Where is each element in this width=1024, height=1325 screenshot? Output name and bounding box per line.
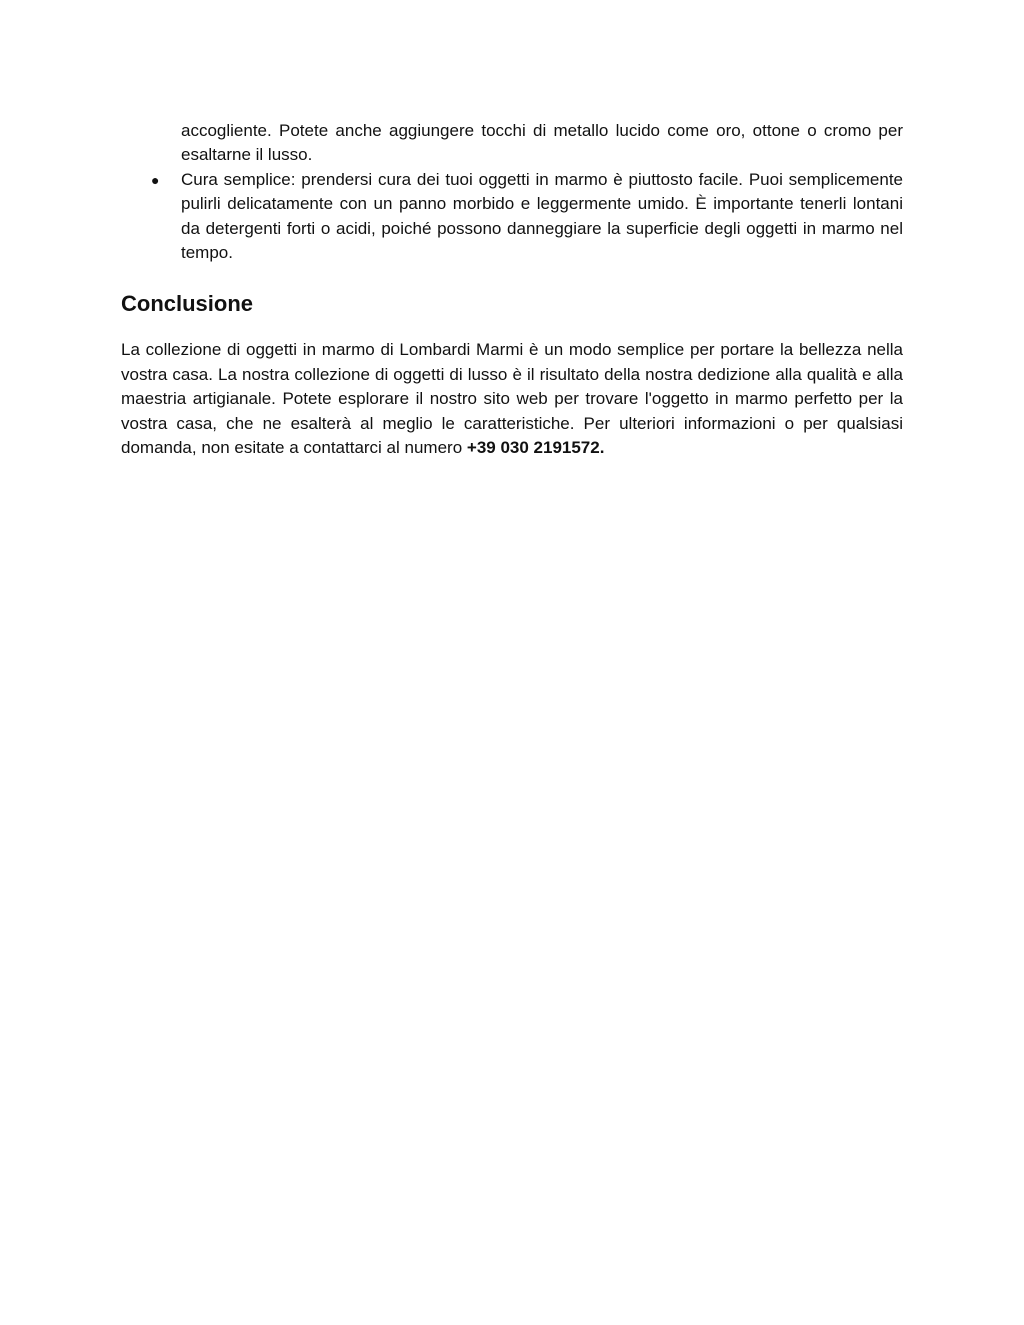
conclusion-paragraph-text: La collezione di oggetti in marmo di Lombardi Marmi è un modo semplice per portare la bellezza nella vostra casa. La nostra collezione di oggetti di lusso è il risultato della nostra dedizione alla qualità e alla maestria artigianale. Potete esplorare il nostro sito web per trovare l'oggetto in marmo perfetto per la vostra casa, che ne esalterà al meglio le caratteristiche. Per ulteriori informazioni o per qualsiasi domanda, non esitate a contattarci al numero (121, 340, 903, 458)
list-item-care (121, 168, 903, 266)
conclusion-paragraph (121, 338, 903, 460)
conclusion-heading: Conclusione (121, 291, 254, 317)
phone-number: +39 030 2191572. (466, 438, 605, 458)
list-item-text: accogliente. Potete anche aggiungere tocchi di metallo lucido come oro, ottone o cromo per esaltarne il lusso. (181, 121, 903, 165)
bullet-icon: ● (151, 171, 160, 188)
page-content (121, 119, 903, 460)
bullet-list (121, 119, 903, 265)
list-item-text: Cura semplice: prendersi cura dei tuoi oggetti in marmo è piuttosto facile. Puoi semplicemente pulirli delicatamente con un panno morbido e leggermente umido. È importante tenerli lontani da detergenti forti o acidi, poiché possono danneggiare la superficie degli oggetti in marmo nel tempo. (181, 169, 903, 263)
list-item-continued (121, 119, 903, 168)
